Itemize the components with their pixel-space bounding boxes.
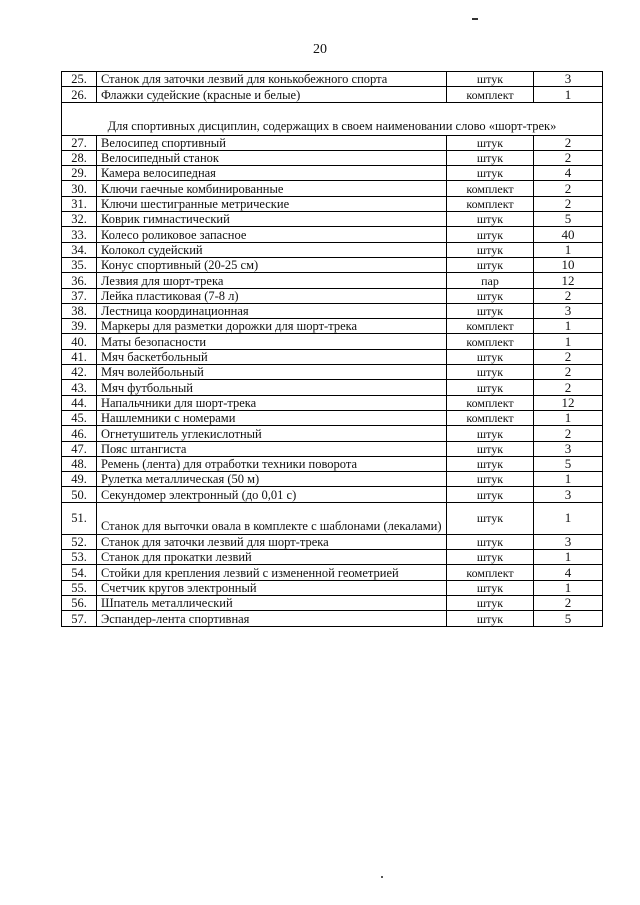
unit-of-measure: штук [447,257,534,272]
quantity: 1 [534,87,603,102]
table-row [62,257,603,272]
quantity: 3 [534,487,603,502]
row-number: 45. [62,410,97,425]
item-name: Конус спортивный (20-25 см) [97,257,447,272]
table-row [62,273,603,288]
table-row [62,441,603,456]
unit-of-measure: штук [447,456,534,471]
item-name: Флажки судейские (красные и белые) [97,87,447,102]
quantity: 5 [534,456,603,471]
item-name: Колокол судейский [97,242,447,257]
row-number: 40. [62,334,97,349]
table-row [62,150,603,165]
row-number: 50. [62,487,97,502]
table-row [62,227,603,242]
row-number: 47. [62,441,97,456]
unit-of-measure: штук [447,426,534,441]
section-heading: Для спортивных дисциплин, содержащих в своем наименовании слово «шорт-трек» [62,102,603,135]
row-number: 38. [62,303,97,318]
item-name: Маты безопасности [97,334,447,349]
quantity: 2 [534,150,603,165]
table-row [62,611,603,626]
quantity: 12 [534,273,603,288]
row-number: 48. [62,456,97,471]
unit-of-measure: штук [447,502,534,534]
item-name: Огнетушитель углекислотный [97,426,447,441]
quantity: 12 [534,395,603,410]
unit-of-measure: штук [447,349,534,364]
table-row [62,550,603,565]
item-name: Станок для заточки лезвий для конькобежного спорта [97,72,447,87]
quantity: 2 [534,181,603,196]
row-number: 54. [62,565,97,580]
item-name: Колесо роликовое запасное [97,227,447,242]
quantity: 1 [534,580,603,595]
table-row [62,334,603,349]
row-number: 31. [62,196,97,211]
item-name: Секундомер электронный (до 0,01 с) [97,487,447,502]
quantity: 2 [534,196,603,211]
unit-of-measure: штук [447,365,534,380]
row-number: 49. [62,472,97,487]
table-row [62,365,603,380]
row-number: 53. [62,550,97,565]
unit-of-measure: штук [447,135,534,150]
item-name: Мяч баскетбольный [97,349,447,364]
unit-of-measure: штук [447,441,534,456]
scan-mark [472,18,478,20]
table-row [62,135,603,150]
quantity: 2 [534,365,603,380]
unit-of-measure: штук [447,242,534,257]
unit-of-measure: штук [447,150,534,165]
quantity: 5 [534,212,603,227]
item-name: Нашлемники с номерами [97,410,447,425]
table-row [62,565,603,580]
item-name: Счетчик кругов электронный [97,580,447,595]
unit-of-measure: комплект [447,565,534,580]
item-name: Велосипедный станок [97,150,447,165]
row-number: 30. [62,181,97,196]
unit-of-measure: комплект [447,334,534,349]
unit-of-measure: комплект [447,410,534,425]
item-name: Станок для выточки овала в комплекте с шаблонами (лекалами) [97,502,447,534]
row-number: 52. [62,534,97,549]
table-row [62,166,603,181]
quantity: 10 [534,257,603,272]
unit-of-measure: штук [447,288,534,303]
table-row [62,534,603,549]
table-row [62,487,603,502]
item-name: Ремень (лента) для отработки техники поворота [97,456,447,471]
quantity: 3 [534,441,603,456]
row-number: 42. [62,365,97,380]
item-name: Рулетка металлическая (50 м) [97,472,447,487]
unit-of-measure: комплект [447,196,534,211]
table-body-before [62,72,603,103]
quantity: 1 [534,502,603,534]
quantity: 1 [534,472,603,487]
table-row [62,380,603,395]
unit-of-measure: комплект [447,395,534,410]
item-name: Мяч волейбольный [97,365,447,380]
row-number: 46. [62,426,97,441]
item-name: Эспандер-лента спортивная [97,611,447,626]
row-number: 51. [62,502,97,534]
row-number: 55. [62,580,97,595]
table-row [62,87,603,102]
quantity: 2 [534,380,603,395]
unit-of-measure: штук [447,487,534,502]
quantity: 2 [534,349,603,364]
row-number: 57. [62,611,97,626]
unit-of-measure: штук [447,534,534,549]
row-number: 34. [62,242,97,257]
item-name: Лестница координационная [97,303,447,318]
table-row [62,242,603,257]
section-body [62,102,603,135]
page-number: 20 [313,42,327,57]
row-number: 37. [62,288,97,303]
unit-of-measure: штук [447,227,534,242]
quantity: 2 [534,288,603,303]
row-number: 35. [62,257,97,272]
quantity: 2 [534,135,603,150]
row-number: 27. [62,135,97,150]
quantity: 40 [534,227,603,242]
table-body-after [62,135,603,626]
unit-of-measure: штук [447,595,534,610]
row-number: 36. [62,273,97,288]
table-row [62,595,603,610]
row-number: 28. [62,150,97,165]
item-name: Шпатель металлический [97,595,447,610]
unit-of-measure: комплект [447,87,534,102]
table-row [62,288,603,303]
unit-of-measure: пар [447,273,534,288]
table-row [62,349,603,364]
item-name: Станок для заточки лезвий для шорт-трека [97,534,447,549]
table-row [62,456,603,471]
item-name: Велосипед спортивный [97,135,447,150]
item-name: Ключи гаечные комбинированные [97,181,447,196]
item-name: Лейка пластиковая (7-8 л) [97,288,447,303]
row-number: 39. [62,319,97,334]
row-number: 25. [62,72,97,87]
table-row [62,580,603,595]
item-name: Маркеры для разметки дорожки для шорт-трека [97,319,447,334]
item-name: Ключи шестигранные метрические [97,196,447,211]
table-row [62,410,603,425]
unit-of-measure: штук [447,166,534,181]
item-name: Напальчники для шорт-трека [97,395,447,410]
quantity: 1 [534,334,603,349]
row-number: 41. [62,349,97,364]
item-name: Станок для прокатки лезвий [97,550,447,565]
quantity: 3 [534,303,603,318]
row-number: 56. [62,595,97,610]
unit-of-measure: штук [447,611,534,626]
table-row [62,426,603,441]
quantity: 5 [534,611,603,626]
quantity: 4 [534,565,603,580]
table-row [62,303,603,318]
quantity: 1 [534,242,603,257]
unit-of-measure: штук [447,472,534,487]
item-name: Пояс штангиста [97,441,447,456]
table-row [62,472,603,487]
unit-of-measure: комплект [447,319,534,334]
table-row [62,181,603,196]
row-number: 43. [62,380,97,395]
quantity: 2 [534,426,603,441]
quantity: 1 [534,550,603,565]
quantity: 1 [534,319,603,334]
row-number: 32. [62,212,97,227]
quantity: 1 [534,410,603,425]
item-name: Лезвия для шорт-трека [97,273,447,288]
item-name: Коврик гимнастический [97,212,447,227]
table-row [62,319,603,334]
table-row [62,196,603,211]
table-row [62,502,603,534]
unit-of-measure: штук [447,580,534,595]
unit-of-measure: комплект [447,181,534,196]
item-name: Камера велосипедная [97,166,447,181]
section-row [62,102,603,135]
scan-speck [381,876,383,878]
row-number: 33. [62,227,97,242]
unit-of-measure: штук [447,212,534,227]
item-name: Мяч футбольный [97,380,447,395]
equipment-table [61,71,603,627]
row-number: 26. [62,87,97,102]
row-number: 44. [62,395,97,410]
unit-of-measure: штук [447,72,534,87]
item-name: Стойки для крепления лезвий с измененной геометрией [97,565,447,580]
unit-of-measure: штук [447,303,534,318]
table-row [62,72,603,87]
row-number: 29. [62,166,97,181]
unit-of-measure: штук [447,550,534,565]
table-row [62,212,603,227]
unit-of-measure: штук [447,380,534,395]
quantity: 3 [534,534,603,549]
quantity: 2 [534,595,603,610]
table-row [62,395,603,410]
quantity: 4 [534,166,603,181]
quantity: 3 [534,72,603,87]
